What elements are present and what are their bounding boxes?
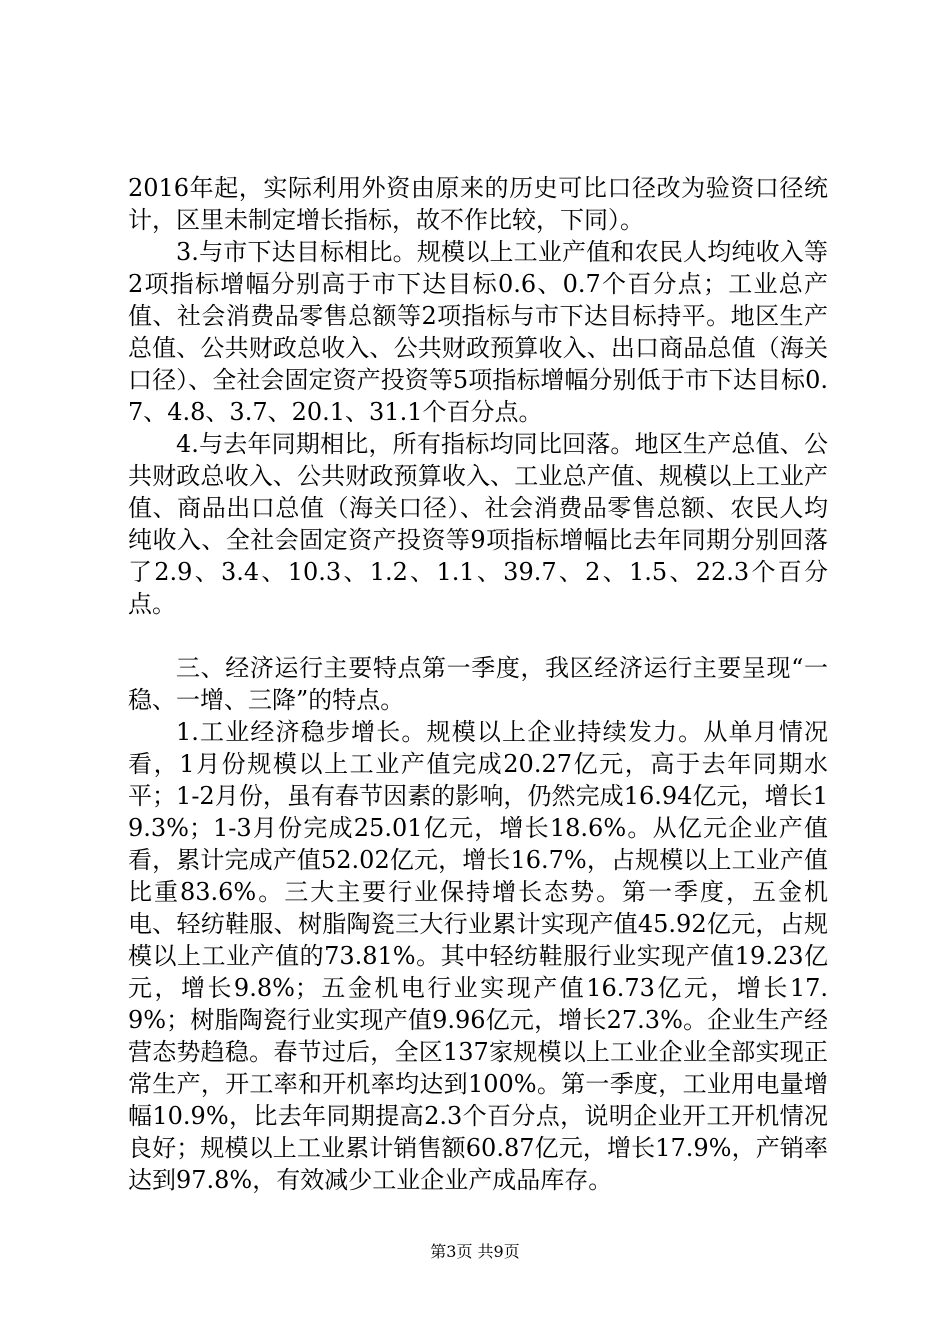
page-footer: 第3页 共9页	[430, 1242, 520, 1261]
document-body	[128, 172, 828, 1196]
paragraph-industrial-growth: 1.工业经济稳步增长。规模以上企业持续发力。从单月情况看，1月份规模以上工业产值完成20.27亿元，高于去年同期水平；1-2月份，虽有春节因素的影响，仍然完成16.94亿元，增长19.3%；1-3月份完成25.01亿元，增长18.6%。从亿元企业产值看，累计完成产值52.02亿元，增长16.7%，占规模以上工业产值比重83.6%。三大主要行业保持增长态势。第一季度，五金机电、轻纺鞋服、树脂陶瓷三大行业累计实现产值45.92亿元，占规模以上工业产值的73.81%。其中轻纺鞋服行业实现产值19.23亿元，增长9.8%；五金机电行业实现产值16.73亿元，增长17.9%；树脂陶瓷行业实现产值9.96亿元，增长27.3%。企业生产经营态势趋稳。春节过后，全区137家规模以上工业企业全部实现正常生产，开工率和开机率均达到100%。第一季度，工业用电量增幅10.9%，比去年同期提高2.3个百分点，说明企业开工开机情况良好；规模以上工业累计销售额60.87亿元，增长17.9%，产销率达到97.8%，有效减少工业企业产成品库存。	[128, 718, 828, 1194]
section-heading-features: 三、经济运行主要特点第一季度，我区经济运行主要呈现“一稳、一增、三降”的特点。	[128, 654, 828, 714]
paragraph-year-comparison: 4.与去年同期相比，所有指标均同比回落。地区生产总值、公共财政总收入、公共财政预算收入、工业总产值、规模以上工业产值、商品出口总值（海关口径）、社会消费品零售总额、农民人均纯收入、全社会固定资产投资等9项指标增幅比去年同期分别回落了2.9、3.4、10.3、1.2、1.1、39.7、2、1.5、22.3个百分点。	[128, 430, 828, 618]
paragraph-continuation: 2016年起，实际利用外资由原来的历史可比口径改为验资口径统计，区里未制定增长指标，故不作比较，下同）。	[128, 174, 828, 234]
paragraph-target-comparison: 3.与市下达目标相比。规模以上工业产值和农民人均纯收入等2项指标增幅分别高于市下达目标0.6、0.7个百分点；工业总产值、社会消费品零售总额等2项指标与市下达目标持平。地区生产总值、公共财政总收入、公共财政预算收入、出口商品总值（海关口径）、全社会固定资产投资等5项指标增幅分别低于市下达目标0.7、4.8、3.7、20.1、31.1个百分点。	[128, 238, 828, 426]
